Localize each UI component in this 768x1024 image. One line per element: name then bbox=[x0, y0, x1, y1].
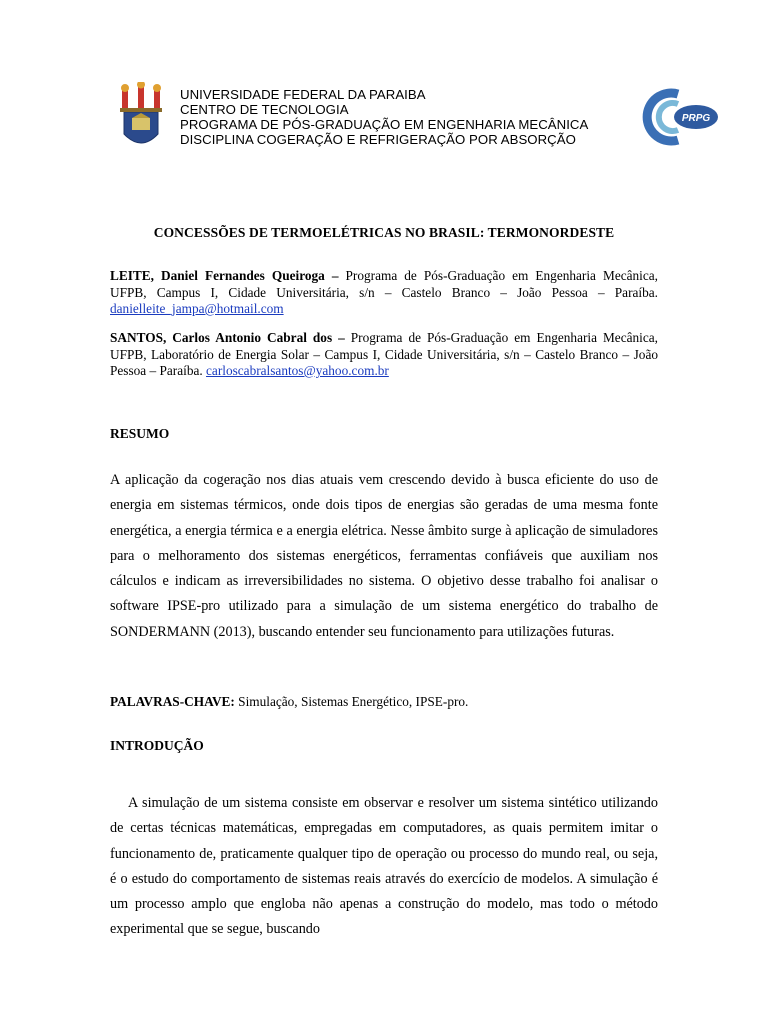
introduction-paragraph: A simulação de um sistema consiste em observar e resolver um sistema sintético utilizando de certas técnicas matemáticas, empregadas em computadores, as quais permitem imitar o funcionamento de, praticamente qualquer tipo de operação ou processo do mundo real, ou seja, é o estudo do comportamento de sistemas reais através do exercício de modelos. A simulação é um processo amplo que engloba não apenas a construção do modelo, mas todo o método experimental que se segue, buscando bbox=[110, 795, 658, 938]
header-line-university: UNIVERSIDADE FEDERAL DA PARAIBA bbox=[180, 87, 426, 102]
header-line-program: PROGRAMA DE PÓS-GRADUAÇÃO EM ENGENHARIA MECÂNICA bbox=[180, 117, 589, 132]
institution-header bbox=[180, 87, 588, 147]
prpg-logo bbox=[638, 88, 720, 146]
section-heading-introducao: INTRODUÇÃO bbox=[110, 738, 204, 753]
author-email-link[interactable]: carloscabralsantos@yahoo.com.br bbox=[206, 363, 389, 378]
keywords-line bbox=[110, 694, 468, 710]
document-title: CONCESSÕES DE TERMOELÉTRICAS NO BRASIL: TERMONORDESTE bbox=[153, 225, 615, 240]
header-line-discipline: DISCIPLINA COGERAÇÃO E REFRIGERAÇÃO POR ABSORÇÃO bbox=[180, 132, 576, 147]
header-line-center: CENTRO DE TECNOLOGIA bbox=[180, 102, 349, 117]
author-affiliation: Programa de Pós-Graduação em Engenharia Mecânica, UFPB, Campus I, Cidade Universitária, s/n – Castelo Branco – João Pessoa – Paraíba. bbox=[110, 268, 658, 300]
author-block-2 bbox=[110, 330, 658, 380]
keywords-text: Simulação, Sistemas Energético, IPSE-pro. bbox=[234, 694, 469, 709]
author-block-1 bbox=[110, 268, 658, 318]
keywords-label: PALAVRAS-CHAVE: bbox=[110, 694, 235, 709]
prpg-logo-text: PRPG bbox=[681, 113, 711, 124]
section-heading-resumo: RESUMO bbox=[110, 426, 170, 441]
author-email-link[interactable]: danielleite_jampa@hotmail.com bbox=[110, 301, 284, 316]
university-crest-logo bbox=[118, 82, 164, 152]
abstract-paragraph: A aplicação da cogeração nos dias atuais vem crescendo devido à busca eficiente do uso de energia em sistemas térmicos, onde dois tipos de energias são geradas de uma mesma fonte energética, a energia térmica e a energia elétrica. Nesse âmbito surge à aplicação de simuladores para o melhoramento dos sistemas energéticos, ferramentas confiáveis que auxiliam nos cálculos e indicam as irreversibilidades no sistema. O objetivo desse trabalho foi analisar o software IPSE-pro utilizado para a simulação de um sistema energético do trabalho de SONDERMANN (2013), buscando entender seu funcionamento para utilizações futuras. bbox=[110, 472, 658, 640]
author-name: SANTOS, Carlos Antonio Cabral dos – bbox=[110, 330, 345, 345]
author-affiliation: Programa de Pós-Graduação em Engenharia Mecânica, UFPB, Laboratório de Energia Solar – Campus I, Cidade Universitária, s/n – Castelo Branco – João Pessoa – Paraíba. bbox=[110, 330, 658, 378]
author-name: LEITE, Daniel Fernandes Queiroga – bbox=[110, 268, 339, 283]
